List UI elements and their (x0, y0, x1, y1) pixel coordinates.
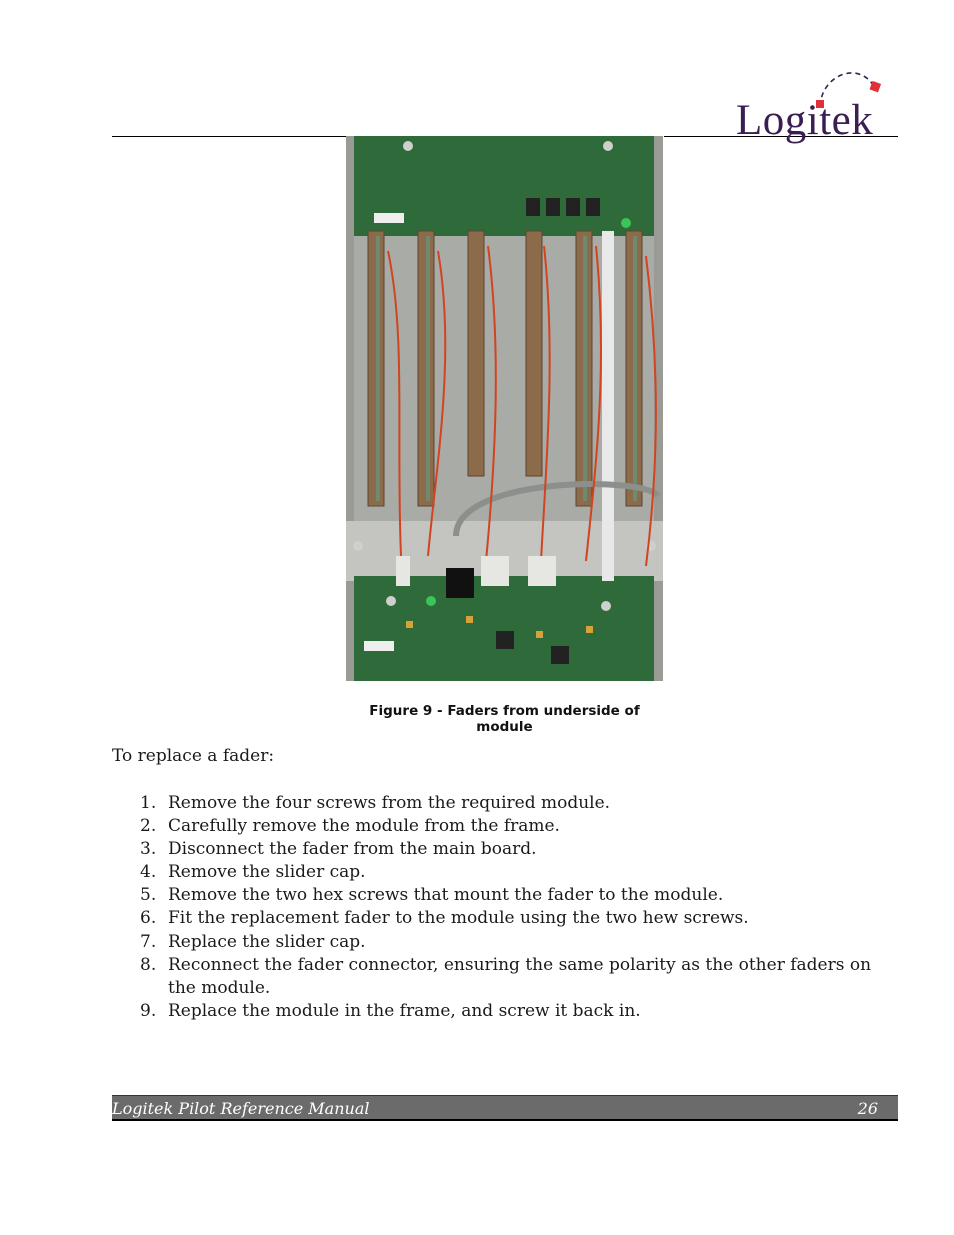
list-item: 4. Remove the slider cap. (140, 862, 366, 883)
list-item: 1. Remove the four screws from the required module. (140, 793, 611, 813)
page-number: 26 (857, 1099, 878, 1118)
logo-text: Logitek (736, 97, 874, 144)
logitek-logo (730, 62, 905, 148)
list-item: 8. Reconnect the fader connector, ensuring the same polarity as the other faders on the module. (140, 954, 872, 998)
steps-list (112, 792, 872, 1023)
page-footer (112, 1095, 898, 1121)
list-item: 2. Carefully remove the module from the frame. (140, 816, 560, 837)
list-item: 5. Remove the two hex screws that mount the fader to the module. (140, 885, 724, 906)
list-item: 7. Replace the slider cap. (140, 931, 366, 952)
list-item: 3. Disconnect the fader from the main board. (140, 839, 537, 860)
header-rule-left (112, 136, 346, 137)
faders-photo (346, 136, 663, 681)
intro-text: To replace a fader: (112, 746, 275, 766)
figure-caption: Figure 9 - Faders from underside of module (369, 703, 640, 735)
list-item: 9. Replace the module in the frame, and screw it back in. (140, 1000, 641, 1021)
footer-title: Logitek Pilot Reference Manual (112, 1099, 370, 1118)
list-item: 6. Fit the replacement fader to the module using the two hew screws. (140, 908, 749, 929)
